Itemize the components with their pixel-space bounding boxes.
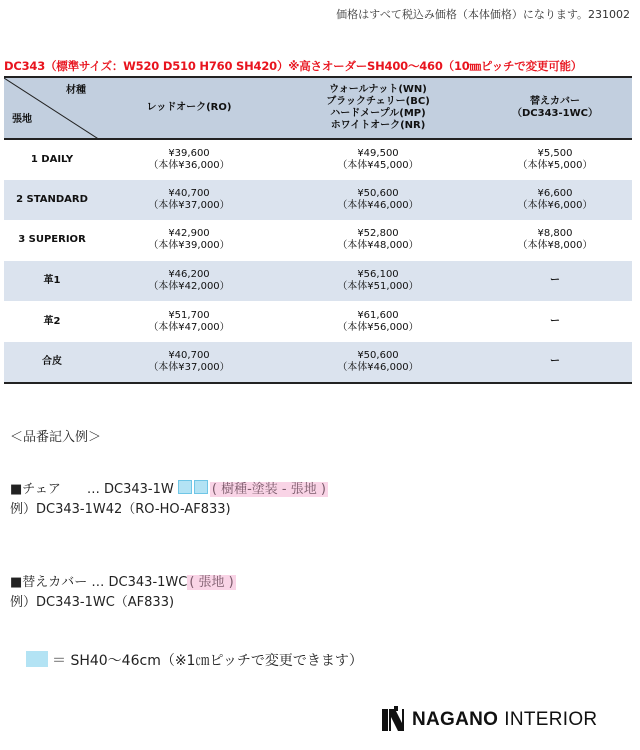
table-row [4,261,632,302]
header-replacement-cover: 替えカバー （DC343-1WC） [478,77,632,139]
header-diagonal-cell [4,77,100,139]
spec-line: DC343（標準サイズ：W520 D510 H760 SH420）※高さオーダーSH400～460（10㎜ピッチで変更可能） [4,59,583,73]
grade-cell: 1 DAILY [30,153,74,165]
price-cell-cover: ¥5,500 （本体¥5,000） [517,147,593,171]
price-cell-cover: ー [550,275,560,287]
header-wood-label: 材種 [66,85,86,96]
price-cell-ro: ¥40,700 （本体¥37,000） [148,187,230,211]
logo-interior-text: INTERIOR [504,709,598,730]
price-cell-cover: ー [550,355,560,367]
height-code-box [194,480,208,494]
chair-code-line [10,478,328,497]
price-cell-cover: ¥6,600 （本体¥6,000） [517,187,593,211]
grade-cell: 3 SUPERIOR [18,234,86,246]
height-code-box [178,480,192,494]
chair-code-example: 例）DC343-1W42（RO-HO-AF833) [10,502,231,517]
grade-cell: 革1 [43,275,61,287]
price-cell-ro: ¥39,600 （本体¥36,000） [148,147,230,171]
cover-code-line [10,571,236,590]
tax-note: 価格はすべて税込み価格（本体価格）になります。231002 [336,8,630,21]
price-cell-cover: ー [550,315,560,327]
grade-cell: 2 STANDARD [16,193,88,205]
header-red-oak: レッドオーク(RO) [100,77,278,139]
example-title: ＜品番記入例＞ [10,430,102,445]
price-cell-wood: ¥49,500 （本体¥45,000） [337,147,419,171]
grade-cell: 合皮 [42,355,62,367]
price-cell-wood: ¥50,600 （本体¥46,000） [337,349,419,373]
brand-logo [380,706,597,734]
logo-nagano-text: NAGANO [412,709,499,730]
nagano-logo-icon [380,706,406,734]
price-cell-wood: ¥56,100 （本体¥51,000） [337,269,419,293]
price-cell-wood: ¥61,600 （本体¥56,000） [337,309,419,333]
table-row [4,180,632,221]
price-cell-ro: ¥51,700 （本体¥47,000） [148,309,230,333]
legend-text: ＝ SH40～46cm（※1㎝ピッチで変更できます） [52,653,363,669]
table-row [4,342,632,383]
price-table [4,76,632,384]
chair-code-label: ■チェア … DC343-1W [10,482,178,497]
table-row [4,139,632,180]
cover-code-example: 例）DC343-1WC（AF833) [10,595,175,610]
price-cell-wood: ¥50,600 （本体¥46,000） [337,187,419,211]
price-cell-cover: ¥8,800 （本体¥8,000） [517,228,593,252]
header-fabric-label: 張地 [12,114,32,125]
cover-code-placeholder: ( 張地 ) [189,575,234,590]
cover-code-label: ■替えカバー … DC343-1WC [10,575,188,590]
table-row [4,220,632,261]
header-premium-wood: ウォールナット(WN) ブラックチェリー(BC) ハードメープル(MP) ホワイトオーク(NR) [278,77,478,139]
price-cell-ro: ¥46,200 （本体¥42,000） [148,269,230,293]
table-row [4,301,632,342]
table-header-row [4,77,632,139]
grade-cell: 革2 [43,315,61,327]
chair-code-placeholder: ( 樹種-塗装 - 張地 ) [211,482,326,497]
price-cell-ro: ¥42,900 （本体¥39,000） [148,228,230,252]
legend-swatch [26,651,48,667]
price-cell-ro: ¥40,700 （本体¥37,000） [148,349,230,373]
price-cell-wood: ¥52,800 （本体¥48,000） [337,228,419,252]
